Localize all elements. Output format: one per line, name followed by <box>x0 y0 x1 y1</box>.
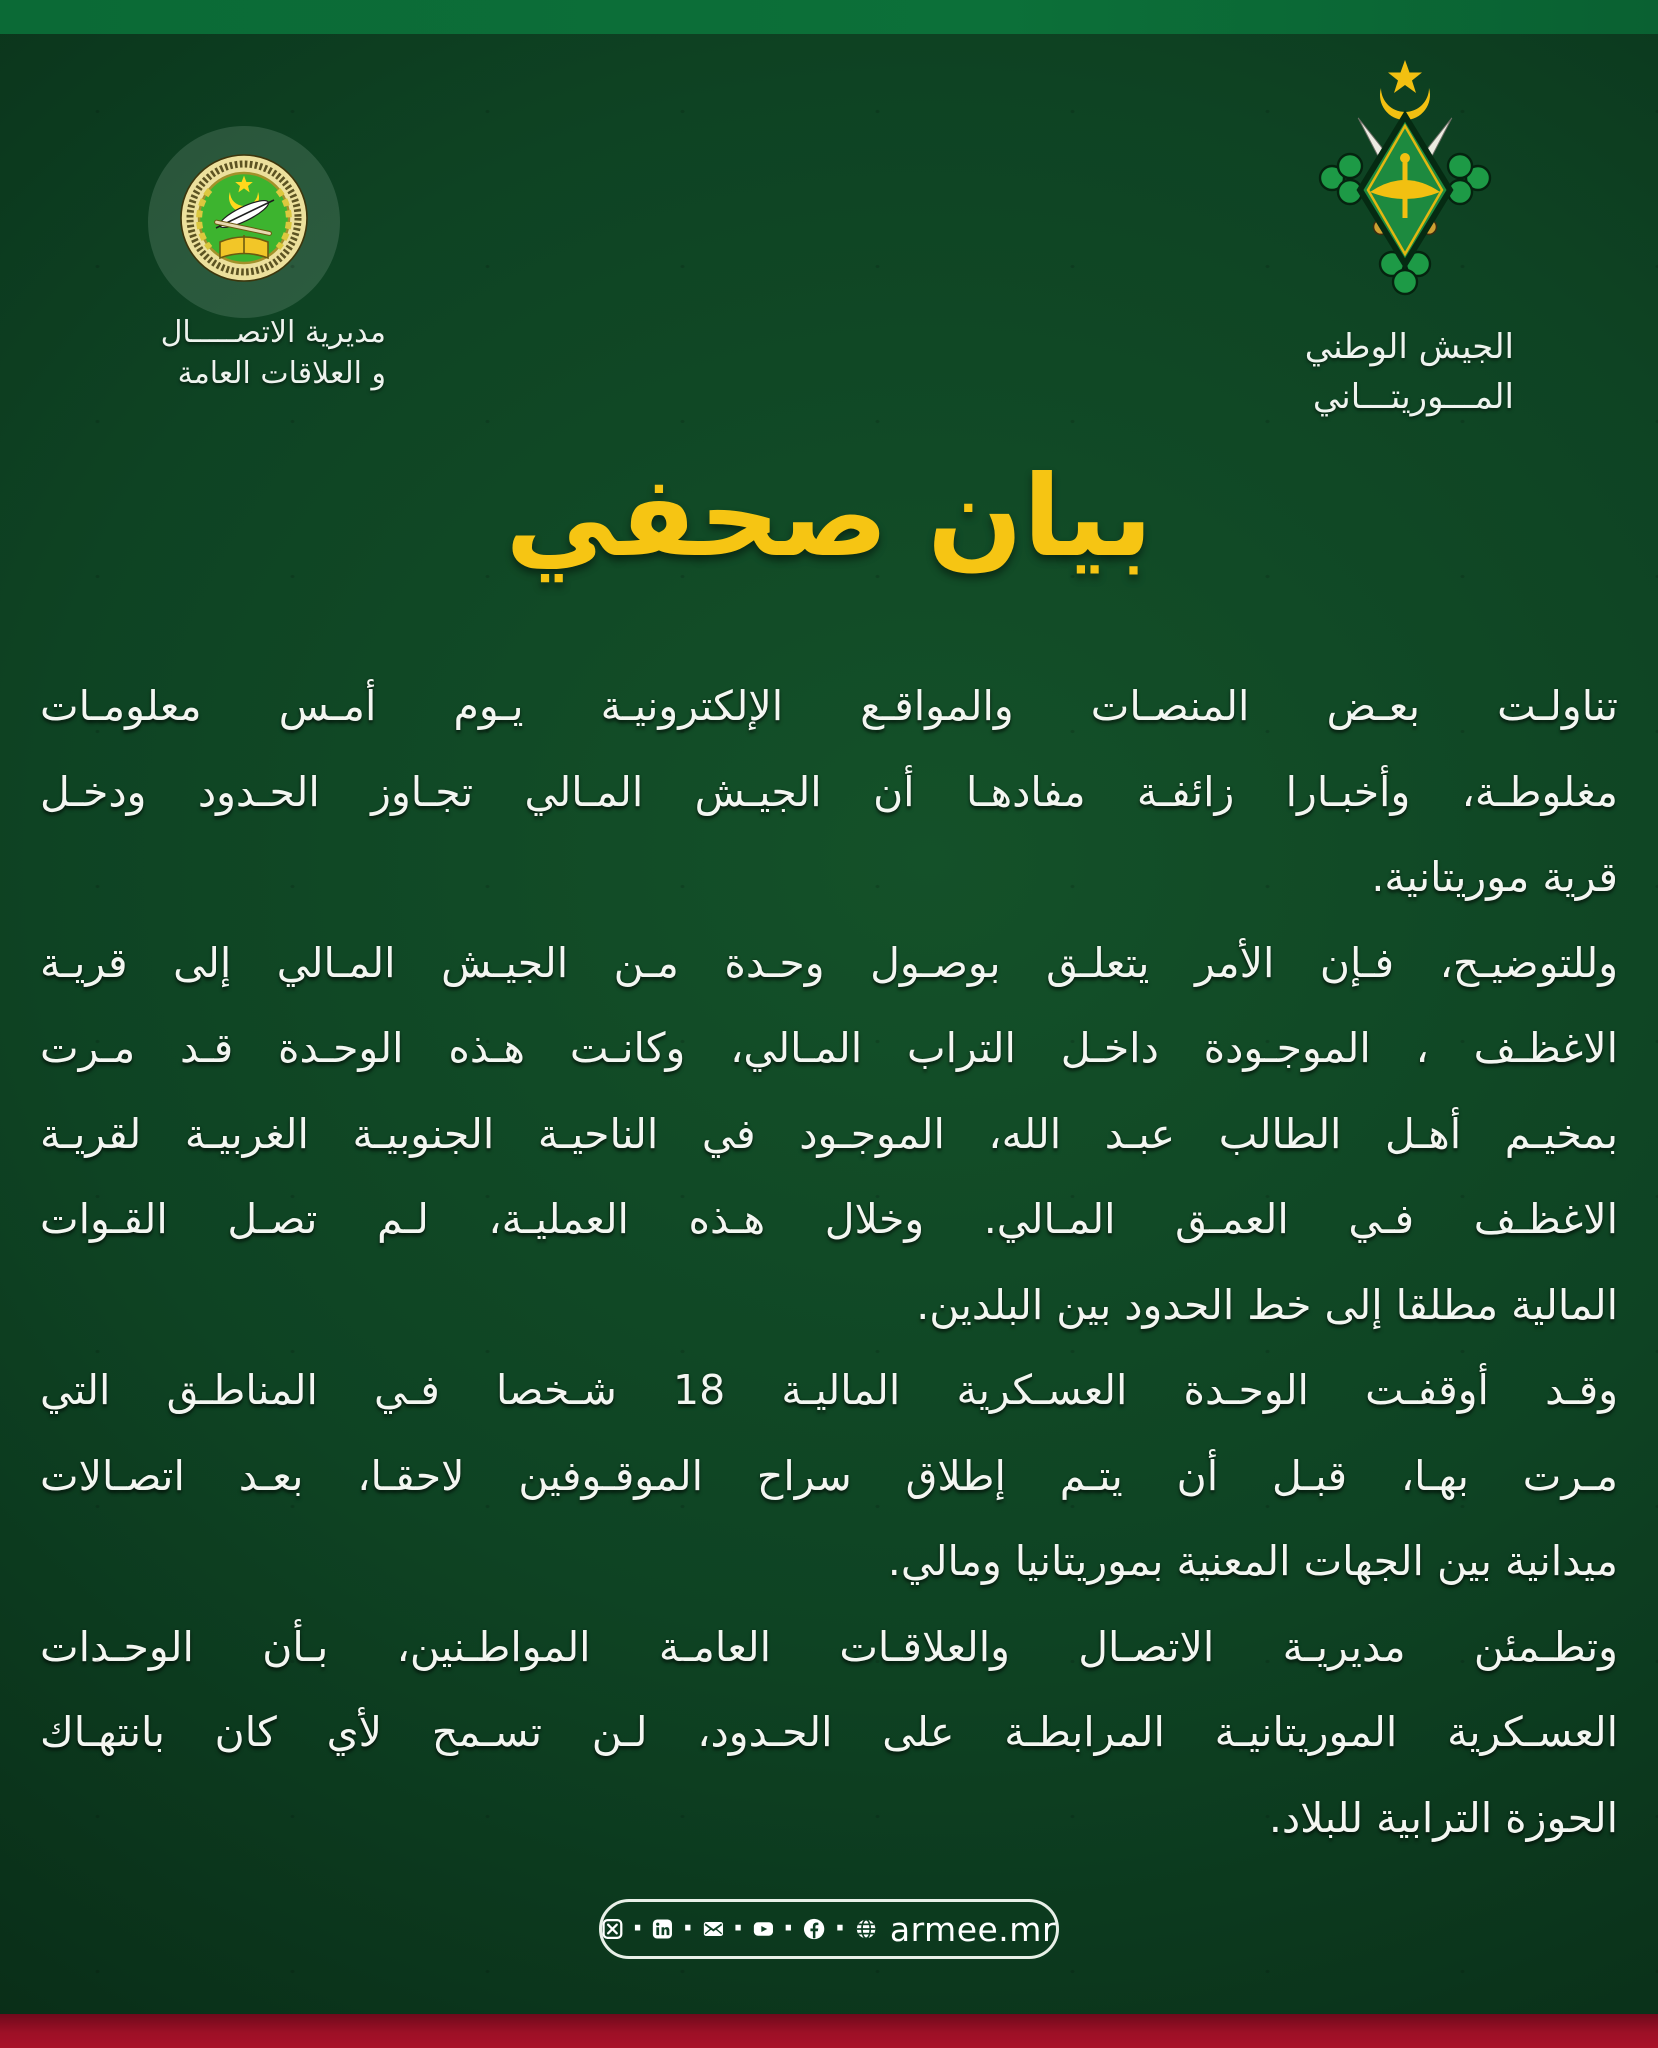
separator-dot: · <box>682 1911 694 1946</box>
body-line: الحوزة الترابية للبلاد. <box>1268 1793 1618 1842</box>
body-line: وللتوضيـح، فـإن الأمر يتعلـق بوصـول وحـدة مـن الجيـش المـالي إلى قريـة <box>40 938 1618 987</box>
body-line: مـرت بهـا، قبـل أن يتـم إطلاق سراح الموقـوفين لاحقـا، بعـد اتصـالات <box>40 1451 1618 1500</box>
press-release-body <box>40 664 1618 1861</box>
x-twitter-icon[interactable] <box>602 1914 623 1944</box>
right-logo-caption-line1: الجيش الوطني <box>1304 327 1514 367</box>
body-line: تناولـت بعـض المنصـات والمواقـع الإلكترونيـة يـوم أمـس معلومـات <box>40 682 1618 730</box>
bottom-red-strip <box>0 2014 1658 2048</box>
body-line: وقـد أوقفـت الوحـدة العسـكرية الماليـة 18 شـخصا فـي المناطـق التي <box>40 1366 1618 1414</box>
facebook-icon[interactable] <box>803 1913 825 1945</box>
separator-dot: · <box>732 1911 744 1946</box>
separator-dot: · <box>782 1911 794 1946</box>
left-logo-caption <box>90 312 386 394</box>
linkedin-icon[interactable] <box>652 1914 673 1944</box>
right-logo-caption <box>1286 322 1514 422</box>
right-logo-caption-line2: المـــوريتـــاني <box>1312 377 1514 417</box>
social-links-bar <box>599 1899 1059 1959</box>
body-line: المالية مطلقا إلى خط الحدود بين البلدين. <box>916 1280 1618 1329</box>
globe-icon[interactable] <box>855 1913 877 1945</box>
email-icon[interactable] <box>703 1914 724 1944</box>
page-title: بيان صحفي <box>505 452 1153 582</box>
top-green-strip <box>0 0 1658 34</box>
body-line: الاغظـف فـي العمـق المـالي. وخلال هـذه العمليـة، لـم تصـل القـوات <box>40 1195 1618 1243</box>
left-logo-caption-line1: مديرية الاتصـــــال <box>160 315 386 350</box>
body-line: بمخيـم أهـل الطالب عبـد الله، الموجـود في الناحيـة الجنوبيـة الغربيـة لقريـة <box>40 1109 1618 1158</box>
body-line: مغلوطـة، وأخبـارا زائفـة مفادهـا أن الجيـش المـالي تجـاوز الحـدود ودخـل <box>40 767 1618 816</box>
body-line: العسـكرية الموريتانيـة المرابطـة على الحـدود، لـن تسـمح لأي كان بانتهـاك <box>40 1708 1618 1756</box>
communication-directorate-seal-icon <box>144 118 344 330</box>
body-line: وتطـمئن مديريـة الاتصـال والعلاقـات العامـة المواطـنين، بـأن الوحـدات <box>40 1622 1618 1671</box>
body-line: الاغظـف ، الموجـودة داخـل التراب المـالي، وكانـت هـذه الوحـدة قـد مـرت <box>40 1024 1618 1072</box>
separator-dot: · <box>631 1911 644 1946</box>
separator-dot: · <box>834 1911 846 1946</box>
body-line: ميدانية بين الجهات المعنية بموريتانيا ومالي. <box>887 1537 1618 1585</box>
youtube-icon[interactable] <box>753 1914 774 1944</box>
website-link[interactable]: armee.mr <box>889 1909 1057 1949</box>
left-logo-caption-line2: و العلاقات العامة <box>177 356 386 391</box>
mauritanian-army-emblem-icon <box>1310 58 1500 298</box>
body-line: قرية موريتانية. <box>1371 853 1618 901</box>
